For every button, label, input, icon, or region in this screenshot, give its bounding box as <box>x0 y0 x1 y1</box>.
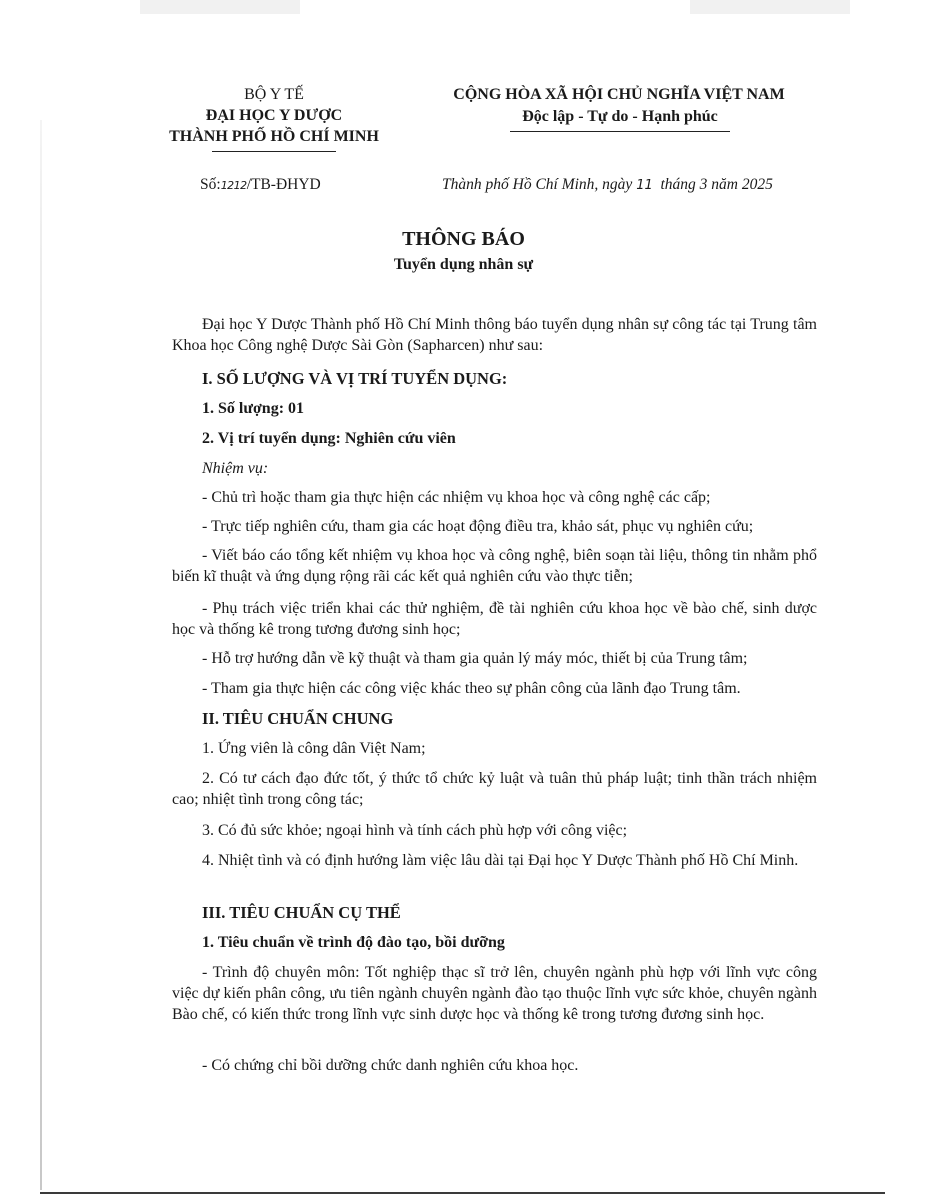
national-motto: Độc lập - Tự do - Hạnh phúc <box>522 108 718 125</box>
criteria-item: 3. Có đủ sức khỏe; ngoại hình và tính cách phù hợp với công việc; <box>202 822 628 839</box>
duty-item: - Tham gia thực hiện các công việc khác theo sự phân công của lãnh đạo Trung tâm. <box>202 680 741 697</box>
criteria-item: 4. Nhiệt tình và có định hướng làm việc lâu dài tại Đại học Y Dược Thành phố Hồ Chí Minh. <box>202 852 799 869</box>
document-number-prefix: Số: <box>200 176 221 193</box>
scan-smudge <box>690 0 850 14</box>
place-date <box>442 176 773 194</box>
qualification-item: - Có chứng chỉ bồi dưỡng chức danh nghiên cứu khoa học. <box>202 1057 579 1074</box>
intro-paragraph: Đại học Y Dược Thành phố Hồ Chí Minh thông báo tuyển dụng nhân sự công tác tại Trung tâm Khoa học Công nghệ Dược Sài Gòn (Sapharcen) như sau: <box>172 316 817 354</box>
duty-item: - Hỗ trợ hướng dẫn về kỹ thuật và tham gia quản lý máy móc, thiết bị của Trung tâm; <box>202 650 748 667</box>
ministry-name: BỘ Y TẾ <box>244 86 304 103</box>
duty-item: - Viết báo cáo tổng kết nhiệm vụ khoa học và công nghệ, biên soạn tài liệu, thông tin nhằm phổ biến kĩ thuật và ứng dụng rộng rãi các kết quả nghiên cứu vào thực tiễn; <box>172 547 817 585</box>
criteria-item: 1. Ứng viên là công dân Việt Nam; <box>202 740 426 757</box>
duty-item: - Trực tiếp nghiên cứu, tham gia các hoạt động điều tra, khảo sát, phục vụ nghiên cứu; <box>202 518 754 535</box>
scan-edge-bottom <box>40 1192 885 1194</box>
document-subtitle: Tuyển dụng nhân sự <box>393 256 534 273</box>
duties-label: Nhiệm vụ: <box>202 460 269 477</box>
document-number-suffix: /TB-ĐHYD <box>246 176 321 193</box>
position-line: 2. Vị trí tuyển dụng: Nghiên cứu viên <box>202 430 456 447</box>
header-divider <box>212 151 336 152</box>
section2-heading: II. TIÊU CHUẨN CHUNG <box>202 709 394 728</box>
duty-item: - Phụ trách việc triển khai các thử nghiệm, đề tài nghiên cứu khoa học về bào chế, sinh dược học và thống kê trong tương đương sinh học; <box>172 600 817 638</box>
nation-title: CỘNG HÒA XÃ HỘI CHỦ NGHĨA VIỆT NAM <box>453 86 785 103</box>
university-name: ĐẠI HỌC Y DƯỢC <box>205 107 343 124</box>
document-number <box>200 176 321 194</box>
quantity-line: 1. Số lượng: 01 <box>202 400 305 417</box>
date-suffix: tháng 3 năm 2025 <box>660 176 773 193</box>
document-title: THÔNG BÁO <box>402 228 525 250</box>
document-number-handwritten: 1212 <box>220 179 247 192</box>
scan-edge-left <box>40 120 42 1190</box>
date-day: 11 <box>636 178 653 193</box>
section3-sub1-heading: 1. Tiêu chuẩn về trình độ đào tạo, bồi dưỡng <box>202 934 505 951</box>
section3-heading: III. TIÊU CHUẨN CỤ THỂ <box>202 903 401 922</box>
motto-divider <box>510 131 730 132</box>
date-prefix: Thành phố Hồ Chí Minh, ngày <box>442 176 633 193</box>
criteria-item: 2. Có tư cách đạo đức tốt, ý thức tổ chức kỷ luật và tuân thủ pháp luật; tinh thần trách nhiệm cao; nhiệt tình trong công tác; <box>172 770 817 808</box>
duty-item: - Chủ trì hoặc tham gia thực hiện các nhiệm vụ khoa học và công nghệ các cấp; <box>202 489 711 506</box>
scan-smudge <box>140 0 300 14</box>
qualification-item: - Trình độ chuyên môn: Tốt nghiệp thạc sĩ trở lên, chuyên ngành phù hợp với lĩnh vực công việc dự kiến phân công, ưu tiên ngành chuyên ngành đào tạo thuộc lĩnh vực sức khỏe, chuyên ngành Bào chế, có kiến thức trong lĩnh vực sinh dược học và thống kê trong tương đương sinh học. <box>172 964 817 1023</box>
university-city: THÀNH PHỐ HỒ CHÍ MINH <box>169 128 379 145</box>
section1-heading: I. SỐ LƯỢNG VÀ VỊ TRÍ TUYỂN DỤNG: <box>202 369 508 388</box>
